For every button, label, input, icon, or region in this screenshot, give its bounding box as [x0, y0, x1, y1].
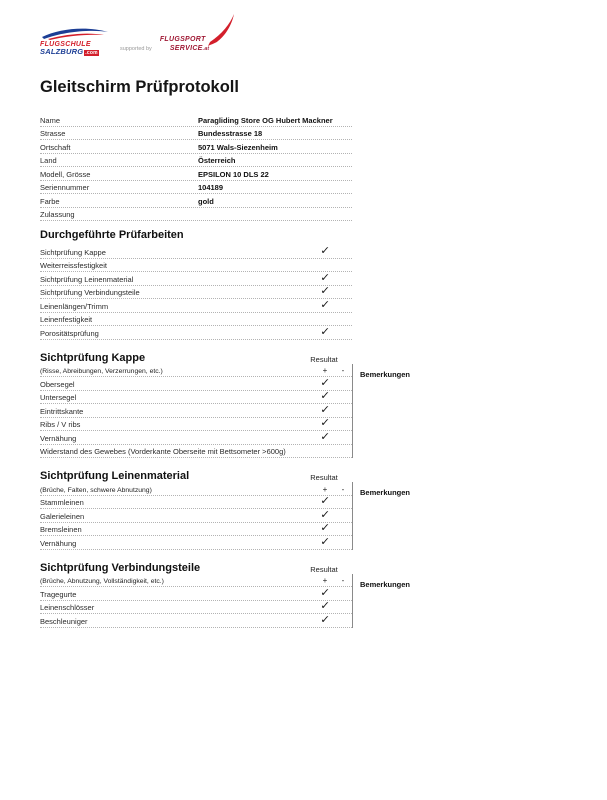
field-label: Zulassung [40, 210, 75, 219]
checkmark-icon: ✓ [319, 430, 331, 443]
field-label: Farbe [40, 196, 60, 206]
checkmark-icon: ✓ [319, 600, 331, 612]
field-value: EPSILON 10 DLS 22 [198, 169, 269, 179]
section-heading: Sichtprüfung Verbindungsteile [40, 561, 201, 574]
result-row: Beschleuniger ✓ [40, 614, 352, 628]
info-row-zulassung [40, 208, 352, 222]
checkmark-icon: ✓ [319, 613, 331, 626]
checkmark-icon: ✓ [319, 495, 331, 507]
checkmark-icon: ✓ [319, 285, 331, 297]
minus-column-header: - [341, 484, 345, 494]
info-row-farbe [40, 194, 352, 208]
field-value: 104189 [198, 183, 224, 192]
bemerkungen-column [352, 482, 420, 550]
field-value: Bundesstrasse 18 [198, 129, 263, 138]
checkmark-icon: ✓ [319, 535, 331, 548]
work-row: Leinenlängen/Trimm ✓ [40, 299, 352, 313]
resultat-label: Resultat [310, 564, 338, 574]
checkmark-icon: ✓ [319, 417, 331, 429]
minus-column-header: - [341, 576, 345, 585]
plus-column-header: + [322, 576, 328, 585]
glider-info-table [40, 113, 352, 221]
checkmark-icon: ✓ [319, 522, 331, 534]
section-header-row [40, 559, 352, 574]
field-label: Modell, Grösse [40, 169, 91, 179]
checkmark-icon: ✓ [319, 244, 331, 257]
work-row: Leinenfestigkeit [40, 313, 352, 327]
info-row-seriennummer [40, 181, 352, 195]
bemerkungen-label: Bemerkungen [360, 579, 411, 589]
field-value: Paragliding Store OG Hubert Mackner [198, 115, 333, 125]
bemerkungen-label: Bemerkungen [360, 488, 411, 497]
flugschule-salzburg-logo [40, 27, 112, 56]
field-label: Seriennummer [40, 183, 90, 192]
info-row-strasse [40, 127, 352, 141]
page-title: Gleitschirm Prüfprotokoll [40, 78, 239, 96]
work-row: Weiterreissfestigkeit [40, 259, 352, 273]
bemerkungen-column [352, 364, 420, 459]
section-sichtpruefung-kappe [40, 349, 411, 459]
checkmark-icon: ✓ [319, 325, 331, 338]
result-row: Widerstand des Gewebes (Vorderkante Oberseite mit Bettsometer >600g) [40, 445, 352, 459]
result-row: Untersegel ✓ [40, 391, 352, 405]
subheader-row: (Brüche, Abnutzung, Vollständigkeit, etc.) + - [40, 574, 352, 588]
logo-left-com-suffix: .com [85, 50, 98, 56]
result-row: Tragegurte ✓ [40, 587, 352, 601]
field-value: Österreich [198, 156, 236, 165]
field-label: Land [40, 156, 57, 165]
paraglider-wing-icon [40, 27, 110, 40]
resultat-label: Resultat [310, 473, 338, 482]
plus-column-header: + [322, 484, 328, 494]
work-row: Sichtprüfung Leinenmaterial ✓ [40, 272, 352, 286]
result-row: Leinenschlösser ✓ [40, 601, 352, 615]
checkmark-icon: ✓ [319, 376, 331, 389]
work-row: Sichtprüfung Verbindungsteile ✓ [40, 286, 352, 300]
info-row-modell [40, 167, 352, 181]
result-row: Vernähung ✓ [40, 431, 352, 445]
section-sichtpruefung-verbindungsteile [40, 559, 411, 628]
result-row: Galerieleinen ✓ [40, 509, 352, 523]
minus-column-header: - [341, 366, 345, 375]
field-label: Name [40, 115, 61, 125]
section-header-row [40, 467, 352, 482]
checkmark-icon: ✓ [319, 271, 331, 284]
field-label: Strasse [40, 129, 66, 138]
resultat-label: Resultat [310, 354, 338, 364]
bemerkungen-label: Bemerkungen [360, 369, 411, 379]
document-body [40, 113, 411, 628]
logo-left-line2: SALZBURG .com [40, 47, 98, 56]
work-row: Porositätsprüfung ✓ [40, 326, 352, 340]
supported-by-text: supported by [120, 46, 152, 52]
checkmark-icon: ✓ [319, 586, 331, 599]
logo-right-line2: SERVICE.at [169, 45, 210, 52]
subheader-row: (Risse, Abreibungen, Verzerrungen, etc.) + - [40, 364, 352, 378]
bemerkungen-column [352, 574, 420, 628]
info-row-name [40, 113, 352, 127]
checkmark-icon: ✓ [319, 403, 331, 416]
result-row: Vernähung ✓ [40, 536, 352, 550]
section-sichtpruefung-leinenmaterial [40, 467, 411, 550]
info-row-ortschaft [40, 140, 352, 154]
field-label: Ortschaft [40, 142, 71, 152]
section-header-row [40, 349, 352, 364]
checkmark-icon: ✓ [319, 390, 331, 402]
section-heading: Durchgeführte Prüfarbeiten [40, 229, 184, 241]
header [40, 16, 220, 56]
subheader-row: (Brüche, Falten, schwere Abnutzung) + - [40, 482, 352, 496]
plus-column-header: + [322, 366, 328, 375]
logo-right-at-suffix: .at [202, 46, 210, 52]
result-row: Obersegel ✓ [40, 377, 352, 391]
checkmark-icon: ✓ [319, 508, 331, 521]
info-row-land [40, 154, 352, 168]
logo-right-line1: FLUGSPORT [159, 36, 206, 43]
checkmark-icon: ✓ [319, 298, 331, 311]
section-durchgefuehrte-pruefarbeiten [40, 229, 352, 340]
field-value: 5071 Wals-Siezenheim [198, 142, 278, 152]
result-row: Eintrittskante ✓ [40, 404, 352, 418]
flugsport-service-logo [160, 16, 220, 56]
result-row: Ribs / V ribs ✓ [40, 418, 352, 432]
wing-feather-icon [208, 14, 234, 48]
section-heading: Sichtprüfung Leinenmaterial [40, 470, 190, 482]
logo-left-line1: FLUGSCHULE [40, 41, 91, 48]
work-row: Sichtprüfung Kappe ✓ [40, 245, 352, 259]
field-value: gold [198, 196, 214, 206]
section-heading: Sichtprüfung Kappe [40, 351, 146, 364]
result-row: Bremsleinen ✓ [40, 523, 352, 537]
result-row: Stammleinen ✓ [40, 496, 352, 510]
